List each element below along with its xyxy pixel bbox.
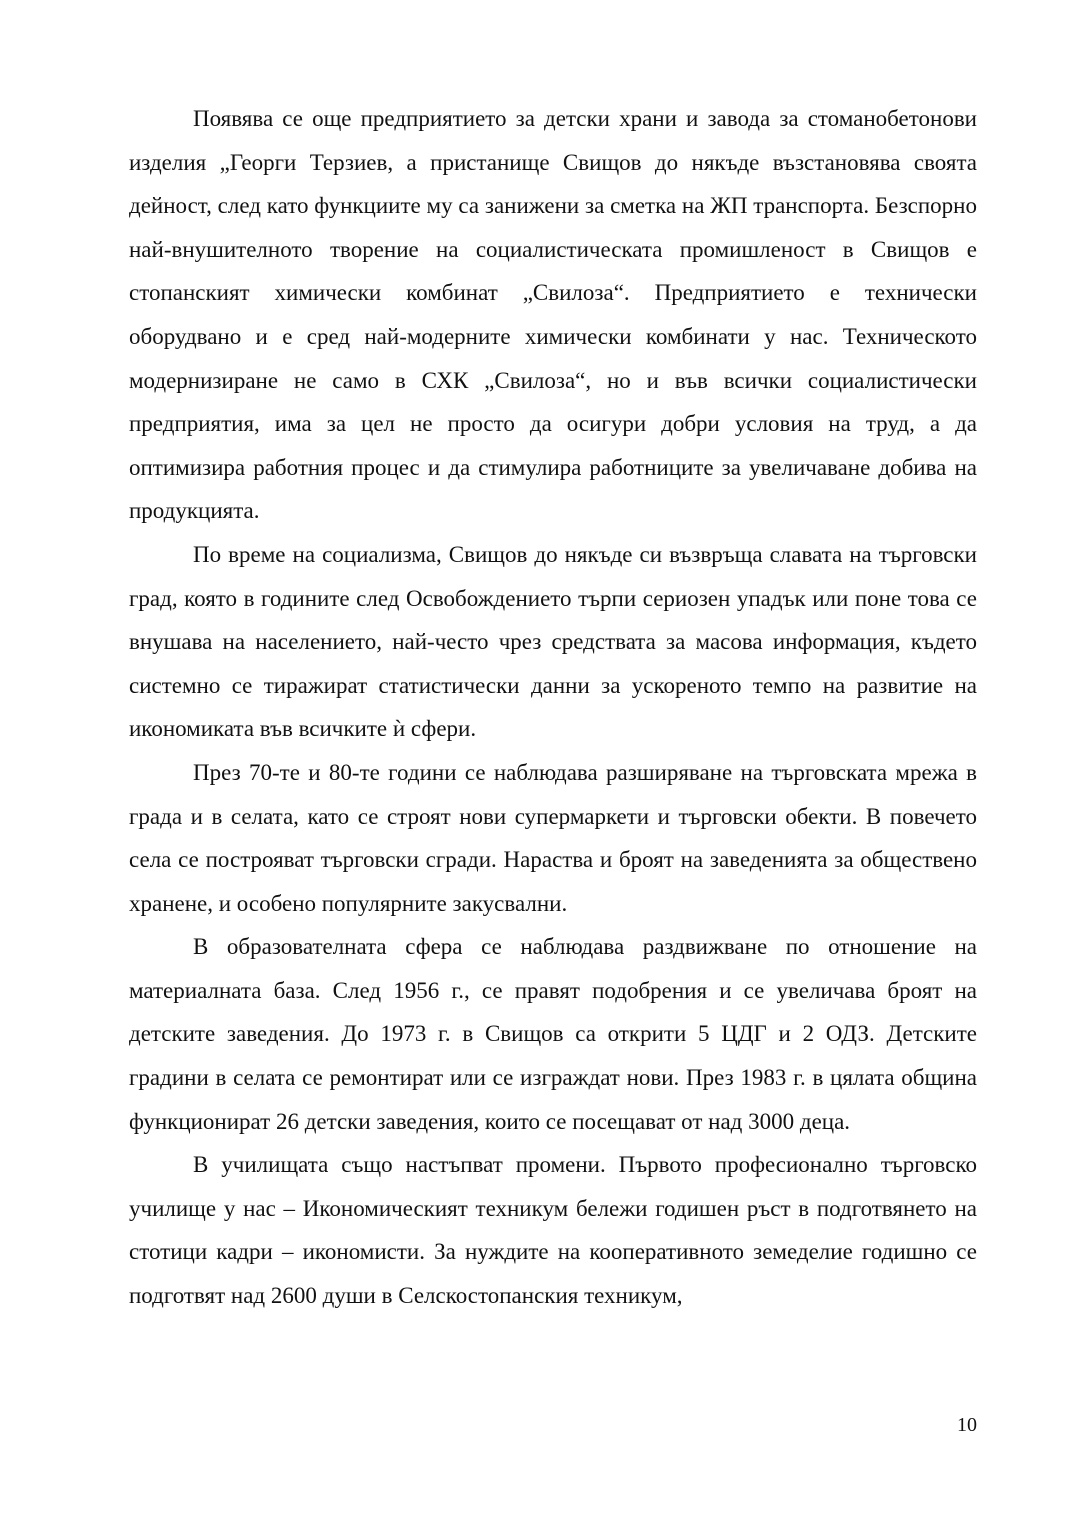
page-number: 10 (957, 1414, 977, 1436)
paragraph-trade-city: По време на социализма, Свищов до някъде си възвръща славата на търговски град, която в годините след Освобождението търпи сериозен упадък или поне това се внушава на населението, най-често чрез средствата за масова информация, където системно се тиражират статистически данни за ускореното темпо на развитие на икономиката във всичките ѝ сфери. (129, 541, 977, 742)
paragraph-schools: В училищата също настъпват промени. Първото професионално търговско училище у нас – Икономическият техникум бележи годишен ръст в подготвянето на стотици кадри – икономисти. За нуждите на кооперативното земеделие годишно се подготвят над 2600 души в Селскостопанския техникум, (129, 1152, 977, 1309)
paragraph-industry: Появява се още предприятието за детски храни и завода за стоманобетонови изделия „Георги Терзиев, а пристанище Свищов до някъде възстановява своята дейност, след като функциите му са занижени за сметка на ЖП транспорта. Безспорно най-внушителното творение на социалистическата промишленост в Свищов е стопанският химически комбинат „Свилоза“. Предприятието е технически оборудвано и е сред най-модерните химически комбинати у нас. Техническото модернизиране не само в СХК „Свилоза“, но и във всички социалистически предприятия, има за цел не просто да осигури добри условия на труд, а да оптимизира работния процес и да стимулира работниците за увеличаване добива на продукцията. (129, 106, 977, 524)
body-text (129, 97, 977, 1318)
paragraph-retail-network: През 70-те и 80-те години се наблюдава разширяване на търговската мрежа в града и в селата, като се строят нови супермаркети и търговски обекти. В повечето села се построяват търговски сгради. Нараства и броят на заведенията за обществено хранене, и особено популярните закусвални. (129, 759, 977, 916)
paragraph-kindergartens: В образователната сфера се наблюдава раздвижване по отношение на материалната база. След 1956 г., се правят подобрения и се увеличава броят на детските заведения. До 1973 г. в Свищов са открити 5 ЦДГ и 2 ОДЗ. Детските градини в селата се ремонтират или се изграждат нови. През 1983 г. в цялата община функционират 26 детски заведения, които се посещават от над 3000 деца. (129, 934, 977, 1134)
